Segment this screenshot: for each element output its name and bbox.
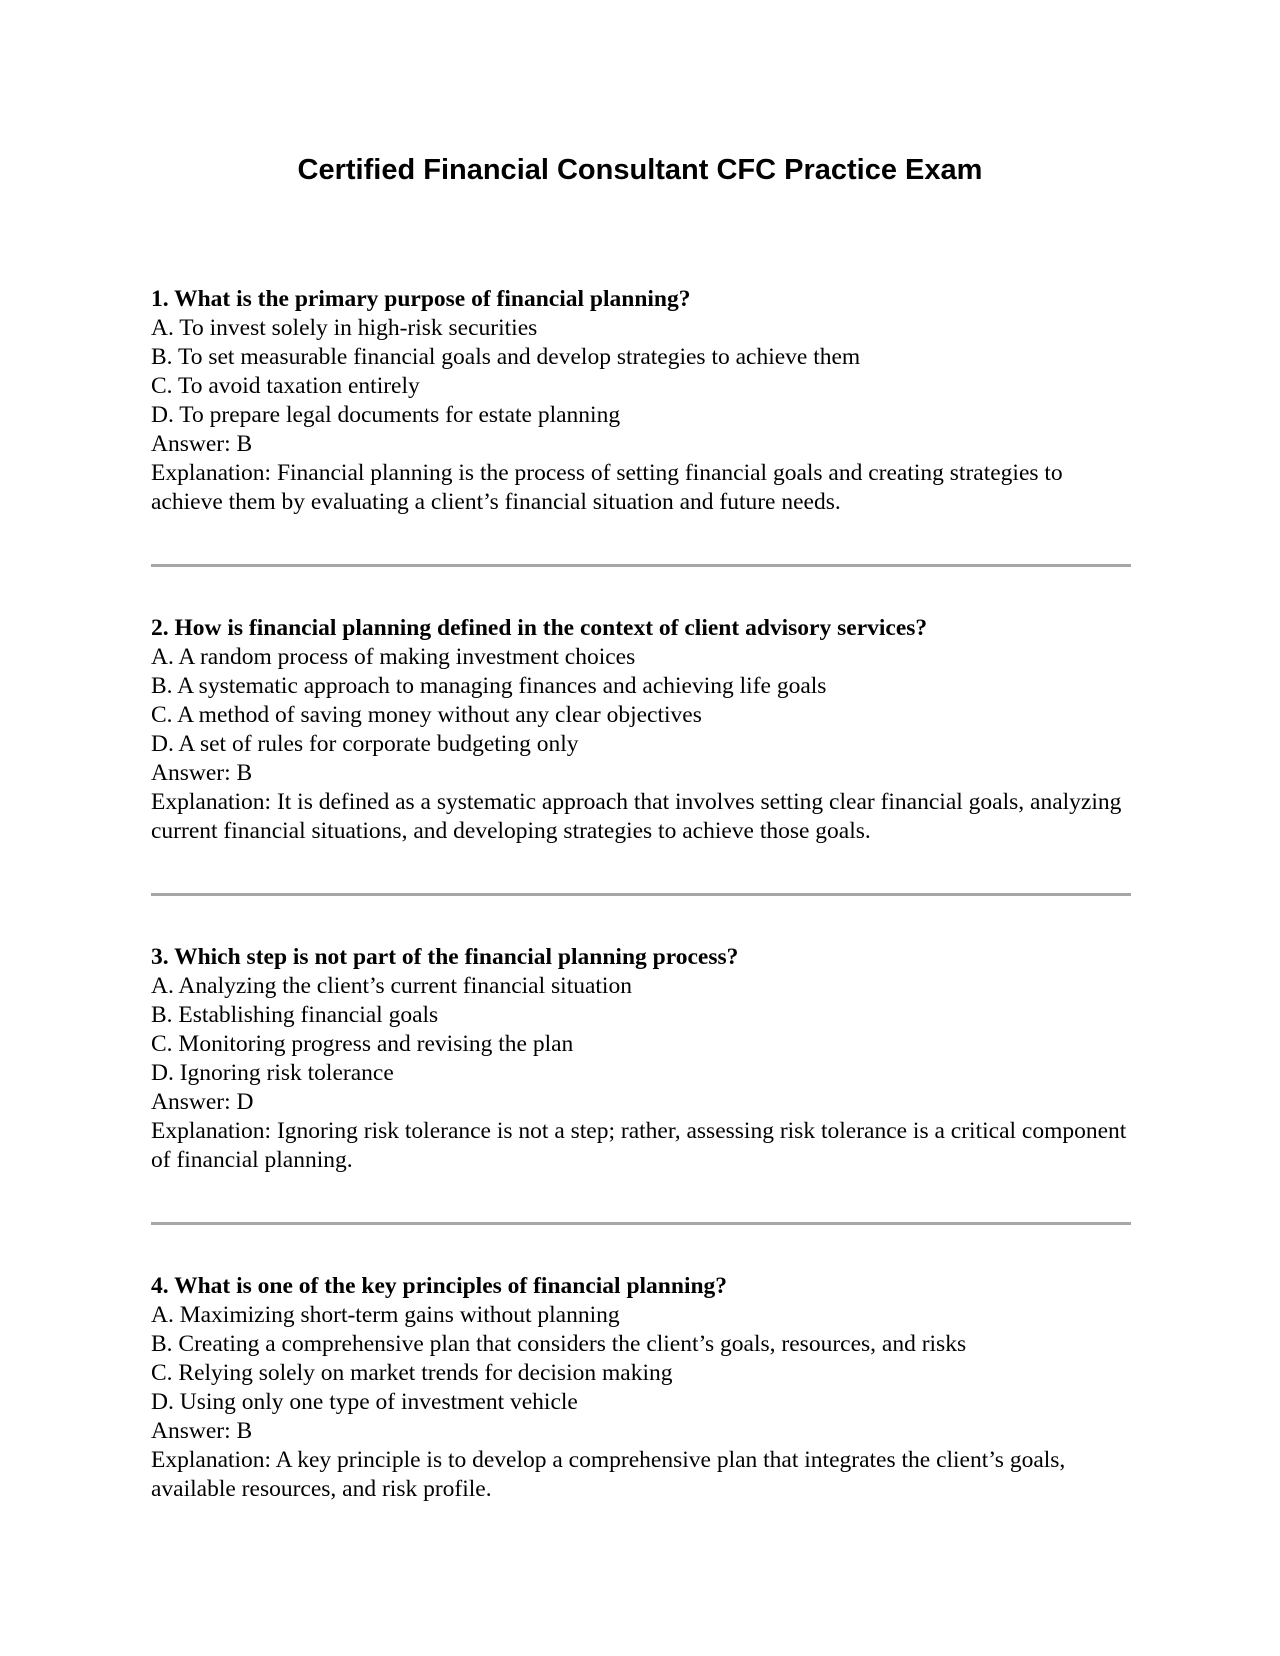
option-c: C. A method of saving money without any clear objectives [151, 702, 702, 728]
option-b: B. Establishing financial goals [151, 1002, 439, 1028]
question-text: 4. What is one of the key principles of financial planning? [151, 1273, 728, 1299]
option-d: D. Using only one type of investment vehicle [151, 1389, 578, 1415]
explanation: Explanation: Ignoring risk tolerance is not a step; rather, assessing risk tolerance is a critical component of financial planning. [151, 1118, 1127, 1173]
question-text: 2. How is financial planning defined in the context of client advisory services? [151, 615, 928, 641]
answer: Answer: B [151, 760, 253, 786]
option-b: B. Creating a comprehensive plan that considers the client’s goals, resources, and risks [151, 1331, 967, 1357]
option-a: A. To invest solely in high-risk securities [151, 315, 538, 341]
option-b: B. To set measurable financial goals and develop strategies to achieve them [151, 344, 861, 370]
option-c: C. Relying solely on market trends for decision making [151, 1360, 673, 1386]
option-a: A. A random process of making investment choices [151, 644, 636, 670]
option-d: D. Ignoring risk tolerance [151, 1060, 394, 1086]
option-b: B. A systematic approach to managing finances and achieving life goals [151, 673, 827, 699]
section-divider [151, 1222, 1131, 1225]
page-title: Certified Financial Consultant CFC Practice Exam [297, 154, 983, 186]
question-text: 1. What is the primary purpose of financial planning? [151, 286, 691, 312]
question-3 [151, 943, 1131, 1175]
section-divider [151, 893, 1131, 896]
option-c: C. Monitoring progress and revising the plan [151, 1031, 574, 1057]
option-a: A. Analyzing the client’s current financial situation [151, 973, 632, 999]
question-list [151, 285, 1131, 1504]
question-2 [151, 614, 1131, 846]
option-a: A. Maximizing short-term gains without planning [151, 1302, 620, 1328]
option-d: D. A set of rules for corporate budgeting only [151, 731, 579, 757]
explanation: Explanation: It is defined as a systematic approach that involves setting clear financial goals, analyzing current financial situations, and developing strategies to achieve those goals. [151, 789, 1122, 844]
answer: Answer: B [151, 1418, 253, 1444]
answer: Answer: D [151, 1089, 254, 1115]
section-divider [151, 564, 1131, 567]
option-d: D. To prepare legal documents for estate planning [151, 402, 621, 428]
question-text: 3. Which step is not part of the financial planning process? [151, 944, 739, 970]
question-4 [151, 1272, 1131, 1504]
question-1 [151, 285, 1131, 517]
explanation: Explanation: Financial planning is the process of setting financial goals and creating strategies to achieve them by evaluating a client’s financial situation and future needs. [151, 460, 1063, 515]
option-c: C. To avoid taxation entirely [151, 373, 420, 399]
explanation: Explanation: A key principle is to develop a comprehensive plan that integrates the client’s goals, available resources, and risk profile. [151, 1447, 1066, 1502]
answer: Answer: B [151, 431, 253, 457]
